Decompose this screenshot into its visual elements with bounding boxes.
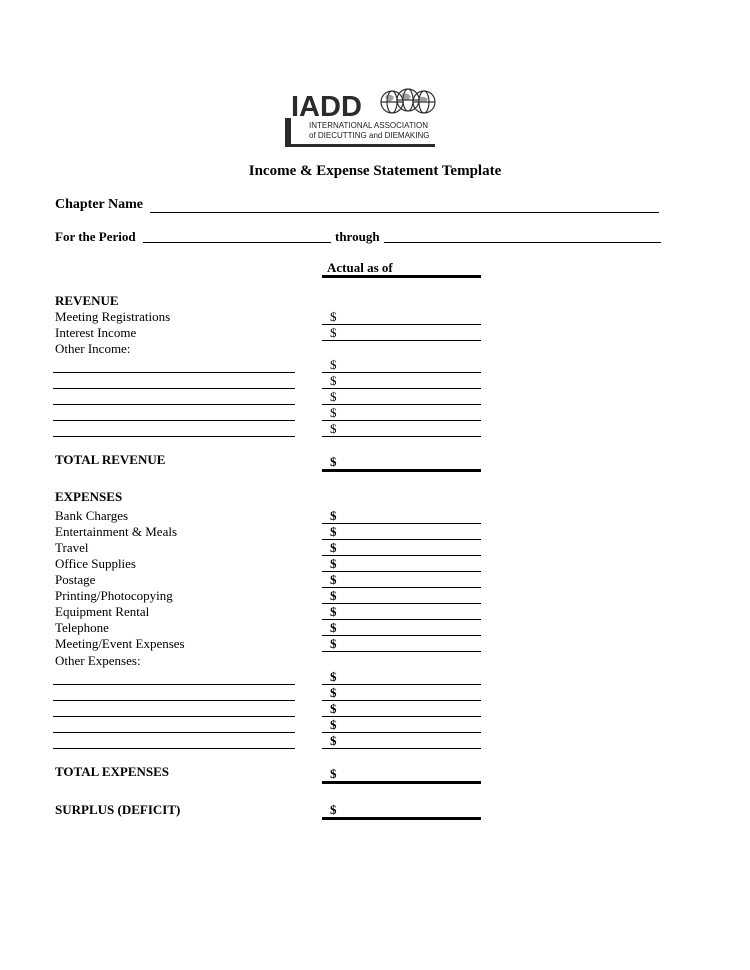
expense-item-label: Entertainment & Meals: [55, 524, 178, 539]
other-expense-description[interactable]: [53, 700, 295, 701]
dollar-sign: $: [330, 766, 337, 781]
other-expense-description[interactable]: [53, 684, 295, 685]
period-label: For the Period: [55, 229, 136, 244]
revenue-item-label: Interest Income: [55, 325, 137, 340]
expense-item-label: Bank Charges: [55, 508, 129, 523]
expense-item-label: Postage: [55, 572, 96, 587]
dollar-sign: $: [330, 524, 337, 539]
dollar-sign: $: [330, 357, 337, 372]
dollar-sign: $: [330, 405, 337, 420]
dollar-sign: $: [330, 508, 337, 523]
expense-amount[interactable]: [322, 636, 481, 652]
other-income-description[interactable]: [53, 420, 295, 421]
column-header-rule: [322, 275, 481, 278]
iadd-logo: [285, 86, 440, 148]
period-start-field[interactable]: [143, 242, 331, 243]
other-expense-amount[interactable]: [322, 701, 481, 717]
expense-item-label: Office Supplies: [55, 556, 136, 571]
other-income-amount[interactable]: [322, 373, 481, 389]
other-expense-amount[interactable]: [322, 669, 481, 685]
page-title: Income & Expense Statement Template: [248, 163, 502, 179]
dollar-sign: $: [330, 733, 337, 748]
dollar-sign: $: [330, 325, 337, 340]
through-label: through: [335, 229, 380, 244]
dollar-sign: $: [330, 373, 337, 388]
expense-item-label: Telephone: [55, 620, 109, 635]
period-end-field[interactable]: [384, 242, 661, 243]
dollar-sign: $: [330, 421, 337, 436]
other-income-description[interactable]: [53, 388, 295, 389]
logo-wordmark: IADD: [291, 91, 362, 123]
expense-amount[interactable]: [322, 588, 481, 604]
other-expense-amount[interactable]: [322, 685, 481, 701]
dollar-sign: $: [330, 389, 337, 404]
total-expenses-amount[interactable]: [322, 766, 481, 784]
expense-amount[interactable]: [322, 508, 481, 524]
logo-line-2: of DIECUTTING and DIEMAKING: [309, 131, 430, 140]
dollar-sign: $: [330, 454, 337, 469]
other-income-label: Other Income:: [55, 341, 131, 356]
dollar-sign: $: [330, 802, 337, 817]
meeting-registrations-amount[interactable]: [322, 309, 481, 325]
revenue-header: REVENUE: [55, 293, 119, 308]
total-expenses-label: TOTAL EXPENSES: [55, 764, 170, 779]
dollar-sign: $: [330, 556, 337, 571]
other-expense-amount[interactable]: [322, 717, 481, 733]
chapter-name-label: Chapter Name: [55, 197, 144, 212]
expense-amount[interactable]: [322, 556, 481, 572]
dollar-sign: $: [330, 540, 337, 555]
column-header: Actual as of: [327, 260, 393, 275]
other-income-amount[interactable]: [322, 421, 481, 437]
expense-item-label: Meeting/Event Expenses: [55, 636, 185, 651]
other-income-amount[interactable]: [322, 389, 481, 405]
other-income-description[interactable]: [53, 436, 295, 437]
dollar-sign: $: [330, 604, 337, 619]
expense-amount[interactable]: [322, 524, 481, 540]
surplus-deficit-amount[interactable]: [322, 802, 481, 820]
expense-item-label: Printing/Photocopying: [55, 588, 173, 603]
revenue-item-label: Meeting Registrations: [55, 309, 171, 324]
other-expense-description[interactable]: [53, 716, 295, 717]
dollar-sign: $: [330, 309, 337, 324]
other-income-description[interactable]: [53, 372, 295, 373]
surplus-deficit-label: SURPLUS (DEFICIT): [55, 802, 181, 817]
dollar-sign: $: [330, 588, 337, 603]
other-expense-description[interactable]: [53, 732, 295, 733]
interest-income-amount[interactable]: [322, 325, 481, 341]
dollar-sign: $: [330, 620, 337, 635]
expense-item-label: Equipment Rental: [55, 604, 150, 619]
expense-amount[interactable]: [322, 540, 481, 556]
expenses-header: EXPENSES: [55, 489, 123, 504]
total-revenue-amount[interactable]: [322, 454, 481, 472]
dollar-sign: $: [330, 717, 337, 732]
other-expense-description[interactable]: [53, 748, 295, 749]
other-income-amount[interactable]: [322, 357, 481, 373]
expense-amount[interactable]: [322, 572, 481, 588]
other-income-description[interactable]: [53, 404, 295, 405]
dollar-sign: $: [330, 669, 337, 684]
expense-item-label: Travel: [55, 540, 89, 555]
other-expense-amount[interactable]: [322, 733, 481, 749]
other-income-amount[interactable]: [322, 405, 481, 421]
expense-amount[interactable]: [322, 620, 481, 636]
dollar-sign: $: [330, 685, 337, 700]
chapter-name-field[interactable]: [150, 212, 659, 213]
dollar-sign: $: [330, 636, 337, 651]
total-revenue-label: TOTAL REVENUE: [55, 452, 166, 467]
expense-amount[interactable]: [322, 604, 481, 620]
logo-line-1: INTERNATIONAL ASSOCIATION: [309, 121, 428, 130]
dollar-sign: $: [330, 572, 337, 587]
dollar-sign: $: [330, 701, 337, 716]
other-expenses-label: Other Expenses:: [55, 653, 141, 668]
